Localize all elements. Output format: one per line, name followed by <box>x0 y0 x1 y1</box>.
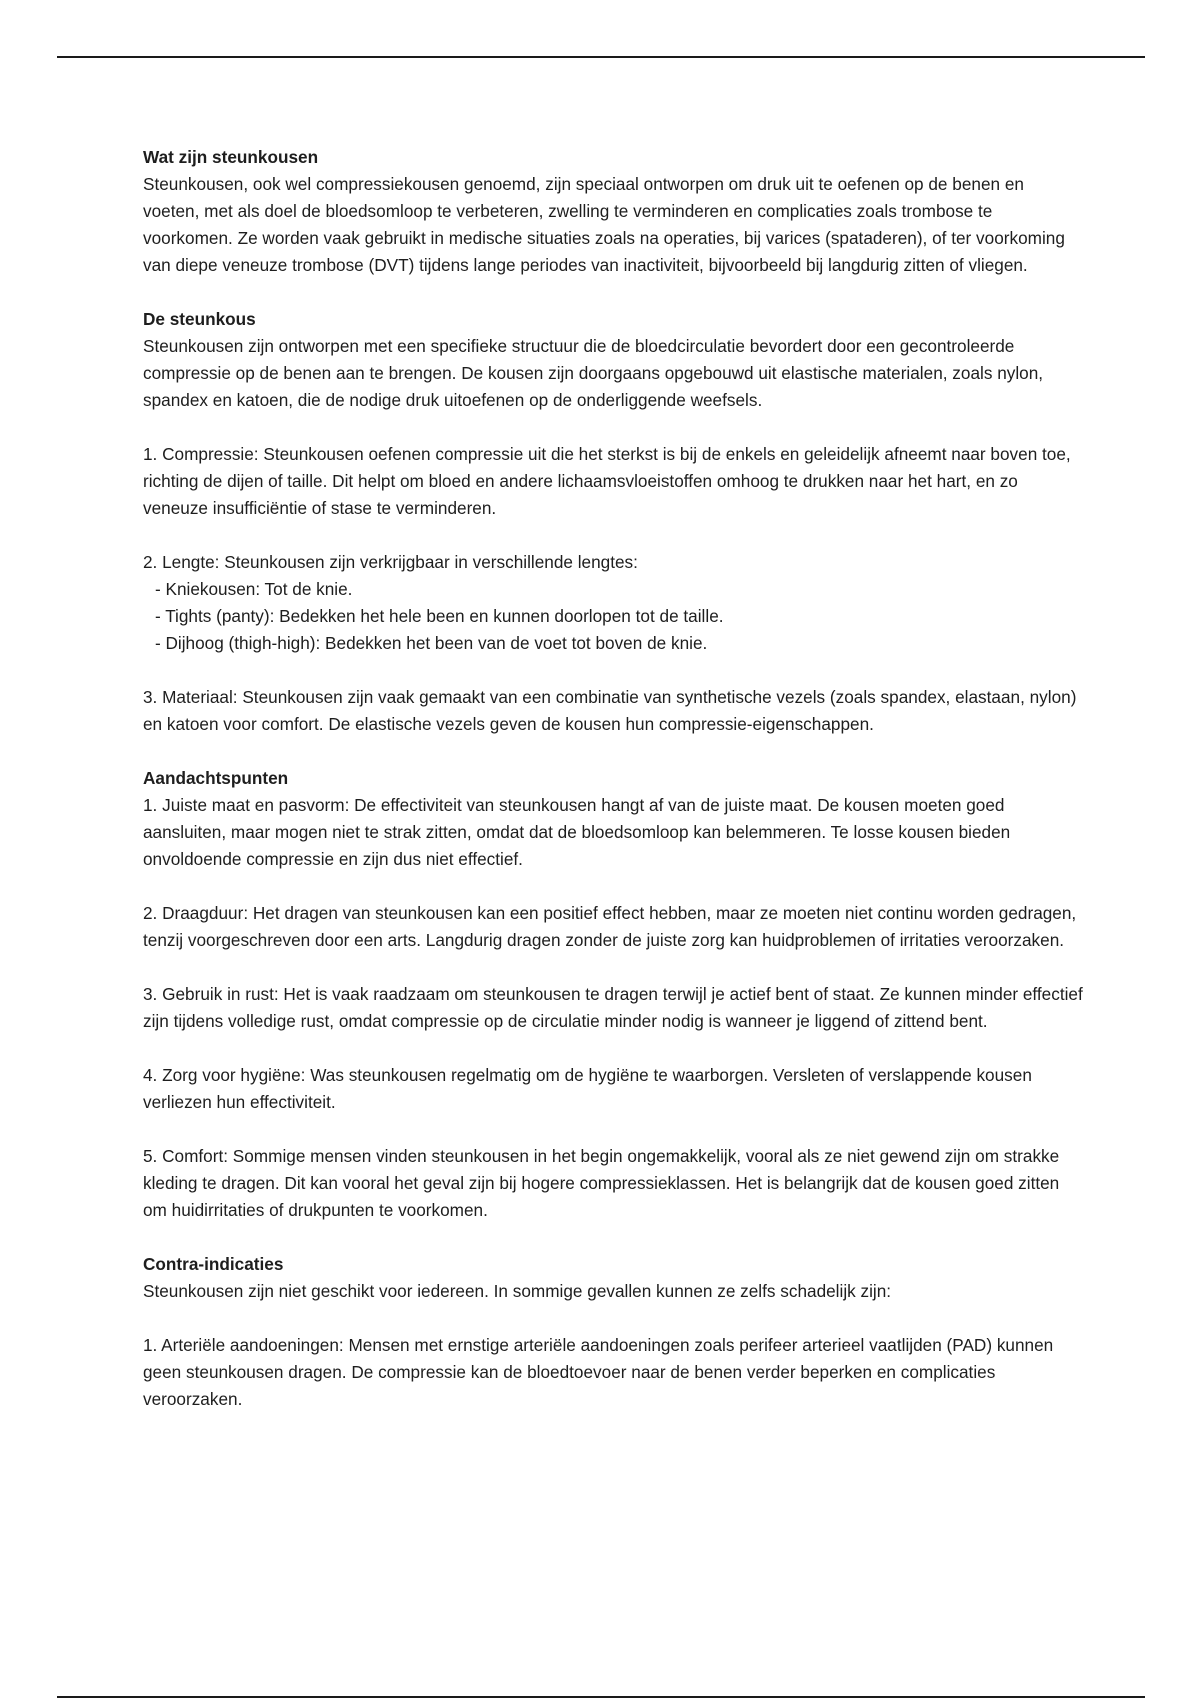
spacer <box>143 954 1083 981</box>
section-heading-wat-zijn-steunkousen: Wat zijn steunkousen <box>143 147 319 167</box>
spacer <box>143 1116 1083 1143</box>
header-rule <box>57 56 1145 58</box>
paragraph-contra-intro: Steunkousen zijn niet geschikt voor iedereen. In sommige gevallen kunnen ze zelfs schadelijk zijn: <box>143 1281 892 1301</box>
spacer <box>143 657 1083 684</box>
list-item-dijhoog: - Dijhoog (thigh-high): Bedekken het been van de voet tot boven de knie. <box>155 633 708 653</box>
document-body <box>143 144 1083 1413</box>
paragraph-lengte-intro: 2. Lengte: Steunkousen zijn verkrijgbaar in verschillende lengtes: <box>143 552 638 572</box>
paragraph-juiste-maat: 1. Juiste maat en pasvorm: De effectiviteit van steunkousen hangt af van de juiste maat. De kousen moeten goed aansluiten, maar mogen niet te strak zitten, omdat dat de bloedsomloop kan belemmeren. Te losse kousen bieden onvoldoende compressie en zijn dus niet effectief. <box>143 795 1011 869</box>
paragraph-draagduur: 2. Draagduur: Het dragen van steunkousen kan een positief effect hebben, maar ze moeten niet continu worden gedragen, tenzij voorgeschreven door een arts. Langdurig dragen zonder de juiste zorg kan huidproblemen of irritaties veroorzaken. <box>143 903 1077 950</box>
paragraph-compressie: 1. Compressie: Steunkousen oefenen compressie uit die het sterkst is bij de enkels en geleidelijk afneemt naar boven toe, richting de dijen of taille. Dit helpt om bloed en andere lichaamsvloeistoffen omhoog te drukken naar het hart, en zo veneuze insufficiëntie of stase te verminderen. <box>143 444 1071 518</box>
spacer <box>143 1305 1083 1332</box>
paragraph-gebruik-in-rust: 3. Gebruik in rust: Het is vaak raadzaam om steunkousen te dragen terwijl je actief bent of staat. Ze kunnen minder effectief zijn tijdens volledige rust, omdat compressie op de circulatie minder nodig is wanneer je liggend of zittend bent. <box>143 984 1083 1031</box>
footer-rule <box>57 1696 1145 1698</box>
spacer <box>143 414 1083 441</box>
paragraph-comfort: 5. Comfort: Sommige mensen vinden steunkousen in het begin ongemakkelijk, vooral als ze niet gewend zijn om strakke kleding te dragen. Dit kan vooral het geval zijn bij hogere compressieklassen. Het is belangrijk dat de kousen goed zitten om huidirritaties of drukpunten te voorkomen. <box>143 1146 1060 1220</box>
section-heading-aandachtspunten: Aandachtspunten <box>143 768 289 788</box>
list-item-tights: - Tights (panty): Bedekken het hele been en kunnen doorlopen tot de taille. <box>155 606 724 626</box>
list-item-kniekousen: - Kniekousen: Tot de knie. <box>155 579 353 599</box>
spacer <box>143 279 1083 306</box>
section-heading-contra-indicaties: Contra-indicaties <box>143 1254 284 1274</box>
spacer <box>143 738 1083 765</box>
paragraph-materiaal: 3. Materiaal: Steunkousen zijn vaak gemaakt van een combinatie van synthetische vezels (zoals spandex, elastaan, nylon) en katoen voor comfort. De elastische vezels geven de kousen hun compressie-eigenschappen. <box>143 687 1077 734</box>
paragraph-hygiene: 4. Zorg voor hygiëne: Was steunkousen regelmatig om de hygiëne te waarborgen. Versleten of verslappende kousen verliezen hun effectiviteit. <box>143 1065 1032 1112</box>
spacer <box>143 1035 1083 1062</box>
spacer <box>143 1224 1083 1251</box>
paragraph-arteriele-aandoeningen: 1. Arteriële aandoeningen: Mensen met ernstige arteriële aandoeningen zoals perifeer arterieel vaatlijden (PAD) kunnen geen steunkousen dragen. De compressie kan de bloedtoevoer naar de benen verder beperken en complicaties veroorzaken. <box>143 1335 1054 1409</box>
paragraph-intro: Steunkousen, ook wel compressiekousen genoemd, zijn speciaal ontworpen om druk uit te oefenen op de benen en voeten, met als doel de bloedsomloop te verbeteren, zwelling te verminderen en complicaties zoals trombose te voorkomen. Ze worden vaak gebruikt in medische situaties zoals na operaties, bij varices (spataderen), of ter voorkoming van diepe veneuze trombose (DVT) tijdens lange periodes van inactiviteit, bijvoorbeeld bij langdurig zitten of vliegen. <box>143 174 1065 275</box>
section-heading-de-steunkous: De steunkous <box>143 309 256 329</box>
spacer <box>143 873 1083 900</box>
paragraph-structure: Steunkousen zijn ontworpen met een specifieke structuur die de bloedcirculatie bevordert door een gecontroleerde compressie op de benen aan te brengen. De kousen zijn doorgaans opgebouwd uit elastische materialen, zoals nylon, spandex en katoen, die de nodige druk uitoefenen op de onderliggende weefsels. <box>143 336 1044 410</box>
spacer <box>143 522 1083 549</box>
